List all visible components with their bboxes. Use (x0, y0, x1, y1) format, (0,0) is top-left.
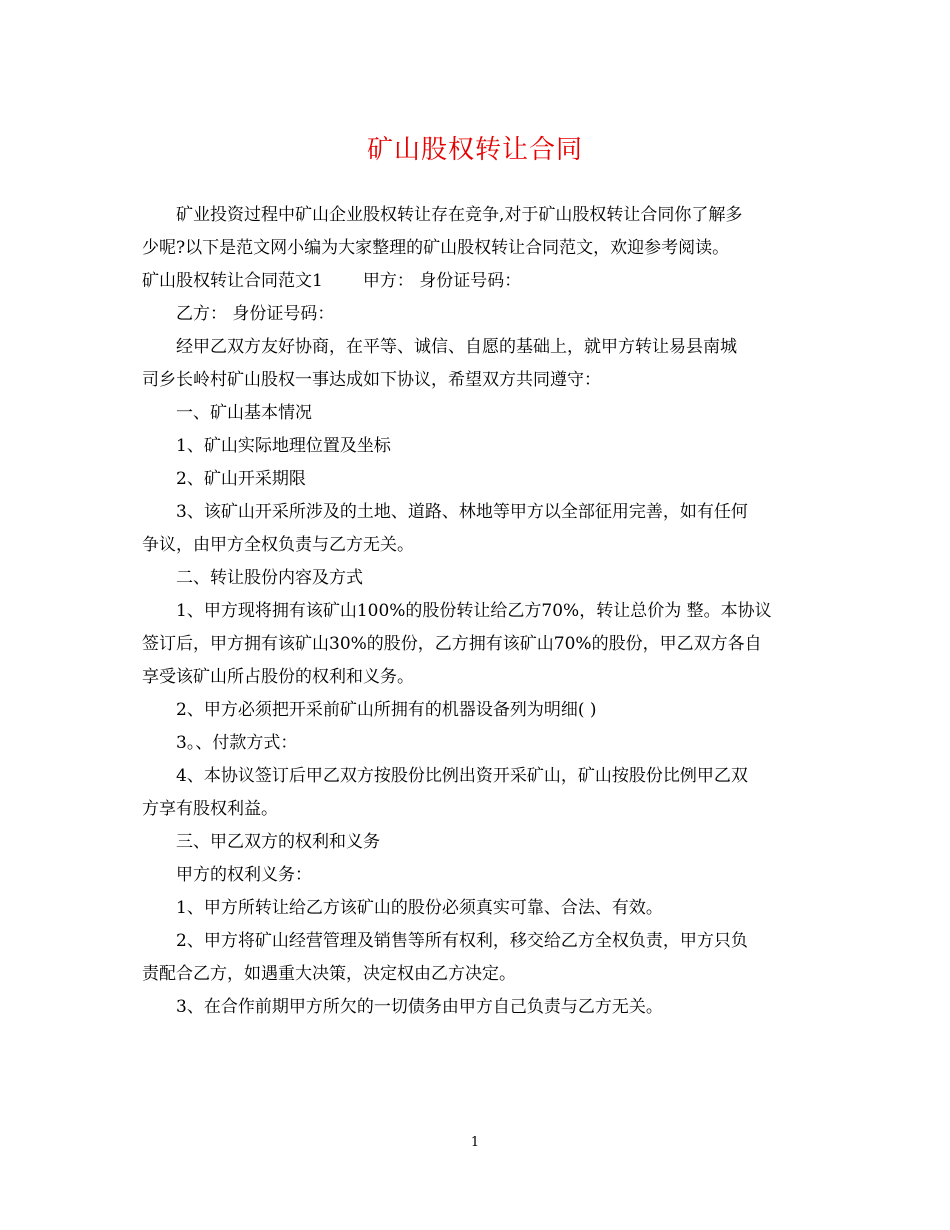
party-b-line: 乙方： 身份证号码： (176, 304, 335, 324)
clause-line: 2、甲方必须把开采前矿山所拥有的机器设备列为明细( ) (176, 700, 597, 720)
paragraph-line: 司乡长岭村矿山股权一事达成如下协议，希望双方共同遵守： (142, 370, 601, 390)
clause-line: 1、矿山实际地理位置及坐标 (176, 436, 391, 456)
clause-line: 3、在合作前期甲方所欠的一切债务由甲方自己负责与乙方无关。 (176, 997, 663, 1017)
clause-line: 享受该矿山所占股份的权利和义务。 (142, 667, 414, 687)
paragraph-line: 少呢?以下是范文网小编为大家整理的矿山股权转让合同范文，欢迎参考阅读。 (142, 238, 730, 258)
clause-line: 3。、付款方式： (176, 733, 298, 753)
paragraph-line (142, 265, 810, 298)
clause-line: 4、本协议签订后甲乙双方按股份比例出资开采矿山，矿山按股份比例甲乙双 (176, 766, 748, 786)
clause-line: 责配合乙方，如遇重大决策，决定权由乙方决定。 (142, 964, 516, 984)
clause-line: 争议，由甲方全权负责与乙方无关。 (142, 535, 414, 555)
clause-line: 签订后，甲方拥有该矿山30%的股份，乙方拥有该矿山70%的股份，甲乙双方各自 (142, 634, 762, 654)
section-heading: 二、转让股份内容及方式 (176, 568, 363, 588)
paragraph-line: 矿业投资过程中矿山企业股权转让存在竞争,对于矿山股权转让合同你了解多 (176, 205, 743, 225)
document-body (142, 199, 810, 1024)
clause-line: 2、甲方将矿山经营管理及销售等所有权利，移交给乙方全权负责，甲方只负 (176, 931, 748, 951)
section-heading: 三、甲乙双方的权利和义务 (176, 832, 380, 852)
clause-line: 1、甲方现将拥有该矿山100%的股份转让给乙方70%，转让总价为 整。本协议 (176, 601, 772, 621)
party-a-line: 甲方： 身份证号码： (362, 271, 522, 291)
page-number: 1 (470, 1135, 480, 1150)
clause-line: 1、甲方所转让给乙方该矿山的股份必须真实可靠、合法、有效。 (176, 898, 663, 918)
section-heading: 一、矿山基本情况 (176, 403, 312, 423)
paragraph-line: 经甲乙双方友好协商，在平等、诚信、自愿的基础上，就甲方转让易县南城 (176, 337, 737, 357)
sample-heading: 矿山股权转让合同范文1 (142, 271, 323, 291)
document-title: 矿山股权转让合同 (366, 135, 583, 165)
clause-line: 3、该矿山开采所涉及的土地、道路、林地等甲方以全部征用完善，如有任何 (176, 502, 748, 522)
clause-line: 方享有股权利益。 (142, 799, 278, 819)
subsection-heading: 甲方的权利义务： (176, 865, 312, 885)
clause-line: 2、矿山开采期限 (176, 469, 306, 489)
